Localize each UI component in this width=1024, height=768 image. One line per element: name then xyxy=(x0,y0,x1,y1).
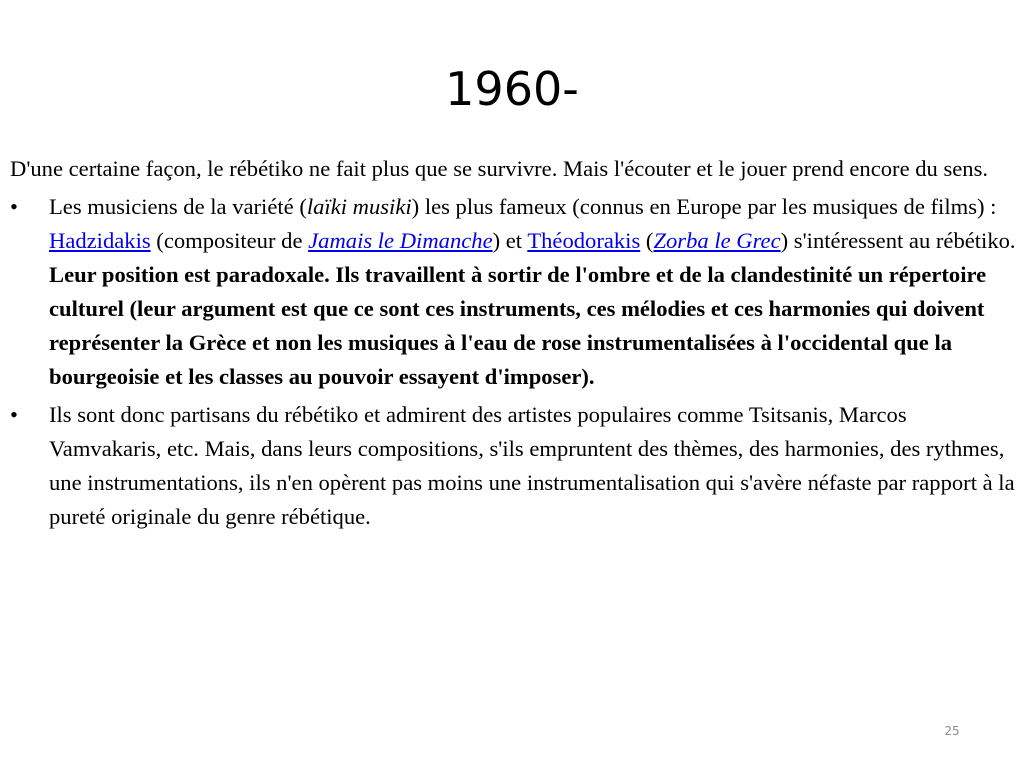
slide-title: 1960- xyxy=(445,62,579,116)
bullet2-text: Ils sont donc partisans du rébétiko et admirent des artistes populaires comme Tsitsanis, Marcos Vamvakaris, etc. Mais, dans leurs compositions, s'ils empruntent des thèmes, des harmonies, des rythmes, une instrumentations, ils n'en opèrent pas moins une instrumentalisation qui s'avère néfaste par rapport à la pureté originale du genre rébétique. xyxy=(49,402,1015,529)
link-theodorakis[interactable]: Théodorakis xyxy=(527,228,641,253)
slide-body xyxy=(10,152,1016,538)
bullet1-text-2: ) les plus fameux (connus en Europe par les musiques de films) : xyxy=(411,194,997,219)
link-jamais-le-dimanche[interactable] xyxy=(308,228,492,253)
bullet1-text-4: ) et xyxy=(492,228,528,253)
intro-paragraph: D'une certaine façon, le rébétiko ne fait plus que se survivre. Mais l'écouter et le jouer prend encore du sens. xyxy=(10,156,989,181)
bullet1-text-5: ( xyxy=(640,228,654,253)
bullet-item-partisans xyxy=(10,398,1016,534)
bullet1-text-1: Les musiciens de la variété ( xyxy=(49,194,307,219)
link-hadzidakis[interactable]: Hadzidakis xyxy=(49,228,151,253)
bullet-icon: • xyxy=(10,402,18,427)
slide-number: 25 xyxy=(944,724,960,738)
bullet1-text-3: (compositeur de xyxy=(150,228,309,253)
bullet-icon: • xyxy=(10,194,18,219)
link-zorba-le-grec[interactable] xyxy=(653,228,780,253)
bullet1-bold-statement: Leur position est paradoxale. Ils travaillent à sortir de l'ombre et de la clandestinité un répertoire culturel (leur argument est que ce sont ces instruments, ces mélodies et ces harmonies qui doivent représenter la Grèce et non les musiques à l'eau de rose instrumentalisées à l'occidental que la bourgeoisie et les classes au pouvoir essayent d'imposer). xyxy=(49,262,987,389)
jamais-le-dimanche-title: Jamais le Dimanche xyxy=(308,228,493,253)
laiki-musiki-term: laïki musiki xyxy=(306,194,412,219)
bullet-item-musicians xyxy=(10,190,1016,394)
bullet1-text-6: ) s'intéressent au rébétiko. xyxy=(780,228,1016,253)
zorba-le-grec-title: Zorba le Grec xyxy=(653,228,781,253)
